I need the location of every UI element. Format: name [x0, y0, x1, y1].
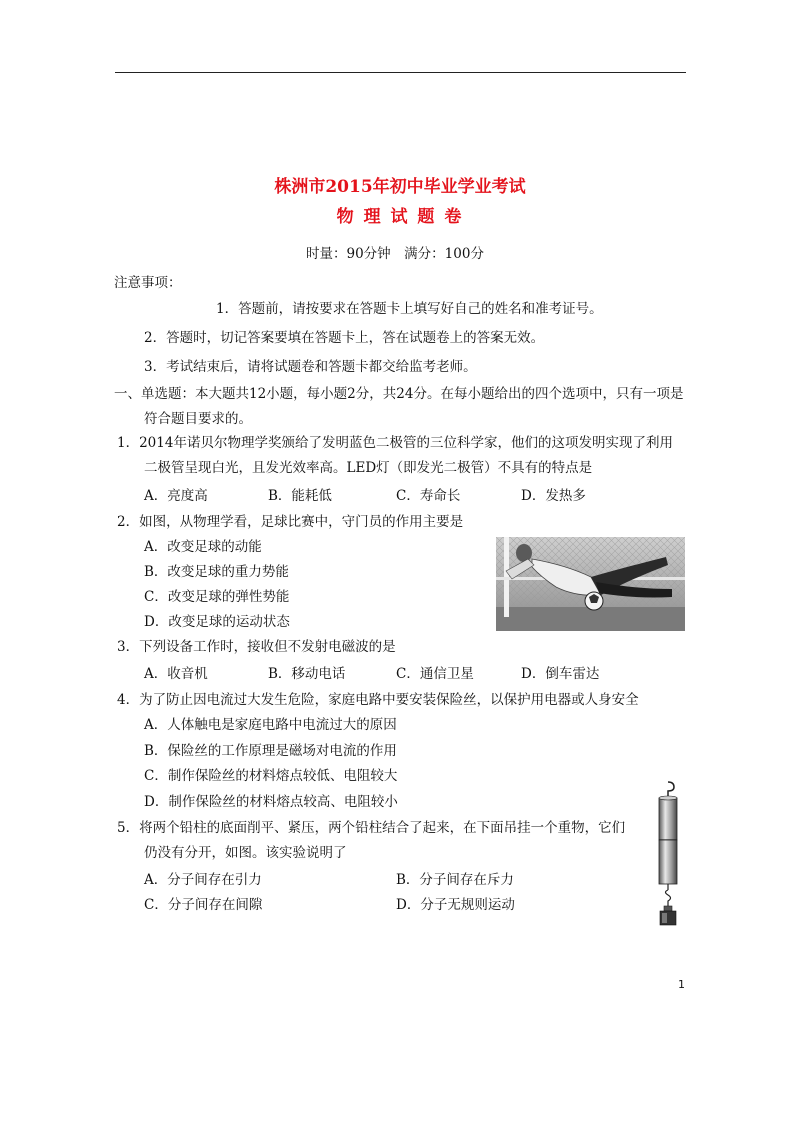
exam-title: 株洲市2015年初中毕业学业考试 [274, 177, 526, 197]
question-4-option-b: B．保险丝的工作原理是磁场对电流的作用 [144, 743, 397, 759]
question-5-stem-cont: 仍没有分开，如图。该实验说明了 [144, 845, 347, 861]
question-1-option-a: A．亮度高 [144, 488, 208, 504]
time-info: 时量：90分钟 满分：100分 [306, 246, 484, 262]
question-2-option-c: C．改变足球的弹性势能 [144, 589, 290, 605]
question-3-option-b: B．移动电话 [268, 666, 346, 682]
question-5-stem: 5．将两个铅柱的底面削平、紧压，两个铅柱结合了起来，在下面吊挂一个重物，它们 [117, 820, 626, 836]
question-2-option-b: B．改变足球的重力势能 [144, 564, 289, 580]
question-4-option-a: A．人体触电是家庭电路中电流过大的原因 [144, 717, 397, 733]
notice-heading: 注意事项： [114, 275, 182, 291]
page-number: 1 [678, 978, 685, 991]
question-1-stem: 1．2014年诺贝尔物理学奖颁给了发明蓝色二极管的三位科学家，他们的这项发明实现了利用 [117, 435, 673, 451]
question-2-stem: 2．如图，从物理学看，足球比赛中，守门员的作用主要是 [117, 514, 464, 530]
section-heading: 一、单选题：本大题共12小题，每小题2分，共24分。在每小题给出的四个选项中，只有一项是 [114, 386, 684, 402]
notice-item: 2．答题时，切记答案要填在答题卡上，答在试题卷上的答案无效。 [144, 330, 545, 346]
question-5-option-b: B．分子间存在斥力 [396, 872, 514, 888]
question-3-option-d: D．倒车雷达 [521, 666, 600, 682]
question-1-option-c: C．寿命长 [396, 488, 461, 504]
notice-item: 1．答题前，请按要求在答题卡上填写好自己的姓名和准考证号。 [216, 301, 603, 317]
question-1-option-b: B．能耗低 [268, 488, 332, 504]
question-2-option-a: A．改变足球的动能 [144, 539, 262, 555]
question-1-option-d: D．发热多 [521, 488, 586, 504]
section-heading-cont: 符合题目要求的。 [144, 411, 252, 427]
question-3-stem: 3．下列设备工作时，接收但不发射电磁波的是 [117, 639, 396, 655]
notice-item: 3．考试结束后，请将试题卷和答题卡都交给监考老师。 [144, 359, 477, 375]
question-5-option-d: D．分子无规则运动 [396, 897, 515, 913]
exam-subtitle: 物 理 试 题 卷 [336, 207, 464, 227]
goalkeeper-photo [496, 537, 685, 631]
question-4-option-d: D．制作保险丝的材料熔点较高、电阻较小 [144, 794, 398, 810]
question-1-stem-cont: 二极管呈现白光，且发光效率高。LED灯（即发光二极管）不具有的特点是 [144, 460, 593, 476]
question-5-option-c: C．分子间存在间隙 [144, 897, 263, 913]
header-rule [115, 72, 686, 73]
question-4-stem: 4．为了防止因电流过大发生危险，家庭电路中要安装保险丝，以保护用电器或人身安全 [117, 692, 639, 708]
question-4-option-c: C．制作保险丝的材料熔点较低、电阻较大 [144, 768, 398, 784]
question-5-option-a: A．分子间存在引力 [144, 872, 262, 888]
question-3-option-c: C．通信卫星 [396, 666, 474, 682]
lead-cylinders-figure [650, 780, 686, 930]
question-3-option-a: A．收音机 [144, 666, 208, 682]
question-2-option-d: D．改变足球的运动状态 [144, 614, 290, 630]
